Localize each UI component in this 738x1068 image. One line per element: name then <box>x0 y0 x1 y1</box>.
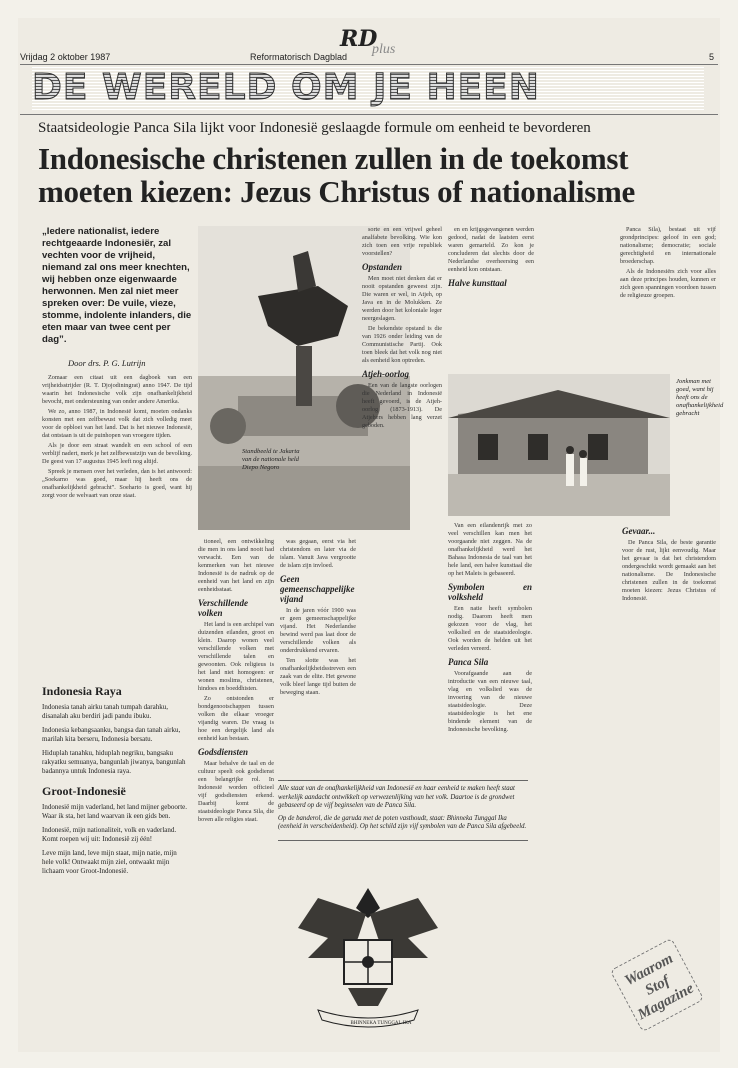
column-3 <box>280 538 356 774</box>
translation-stanza: Leve mijn land, leve mijn staat, mijn natie, mijn hele volk! Ontwaakt mijn ziel, ontwaakt mijn lichaam voor Groot-Indonesië. <box>42 849 177 875</box>
translation-stanza: Indonesië mijn vaderland, het land mijner geboorte. Waar ik sta, het land waarvan ik een gids ben. <box>42 803 188 820</box>
intro-quote: „Iedere nationalist, iedere rechtgeaarde Indonesiër, zal vechten voor de vrijheid, niemand zal ons meer knechten, wij hebben onze eigenwaarde herwonnen. Men zal niet meer spreken over: De vuile, vieze, stomme, indolente inlanders, die eten maar van twee cent per dag”. <box>42 226 192 345</box>
paragraph: Zomaar een citaat uit een dagboek van een vrijheidsstrijder (R. T. Djojodiningrat) anno 1947. De tijd waarin het Indonesische volk zijn onafhankelijkheid bevocht, met ondersteuning van onder andere Amerika. <box>42 374 192 405</box>
anthem-stanza: Hiduplah tanahku, hiduplah negriku, bangsaku rakyatku semuanya, bangunlah jiwanya, bangunlah badannya untuk Indonesia raya. <box>42 749 186 775</box>
anthem-box <box>42 684 190 881</box>
subhead: Verschillende volken <box>198 598 249 618</box>
translation-title: Groot-Indonesië <box>42 784 126 798</box>
paragraph: Een van de langste oorlogen die Nederland in Indonesië heeft gevoerd, is de Atjeh-oorlog (1873-1913). De Atjehers hebben lang verzet geboden. <box>362 382 442 429</box>
column-4 <box>362 226 442 774</box>
school-caption: Jonkman met goed, want hij heeft ons de onafhankelijkheid gebracht <box>676 378 724 417</box>
anthem-stanza: Indonesia tanah airku tanah tumpah darahku, disanalah aku berdiri jadi pandu ibuku. <box>42 703 168 720</box>
paragraph: Een natie heeft symbolen nodig. Daarom heeft men gekozen voor de vlag, het volkslied en de staatsideologie. Ook worden de helden uit het verleden vereerd. <box>448 605 532 652</box>
pull-quote <box>278 780 528 841</box>
column-6 <box>622 522 716 942</box>
paper-name: Reformatorisch Dagblad <box>250 52 348 62</box>
subhead: Geen gemeenschappelijke vijand <box>280 574 355 604</box>
paragraph: Ten slotte was het onafhankelijkheidsstreven een zaak van de elite. Het gewone volk bleef lange tijd buiten de beweging staan. <box>280 657 356 696</box>
header-rule <box>20 64 718 65</box>
statue-caption: Standbeeld te Jakarta van de nationale held Diepo Negoro <box>242 448 300 471</box>
subhead: Godsdiensten <box>198 747 249 757</box>
anthem-title: Indonesia Raya <box>42 684 122 698</box>
newspaper-page <box>18 18 724 1052</box>
issue-date: Vrijdag 2 oktober 1987 <box>20 52 111 62</box>
byline: Door drs. P. G. Lutrijn <box>68 358 146 368</box>
subhead: Opstanden <box>362 262 403 272</box>
translation-stanza: Indonesië, mijn nationaliteit, volk en vaderland. Komt roepen wij uit: Indonesië zij één! <box>42 826 177 843</box>
headline: Indonesische christenen zullen in de toekomst moeten kiezen: Jezus Christus of nationalisme <box>38 141 635 209</box>
subhead: Panca Sila <box>448 657 489 667</box>
paragraph: Voorafgaande aan de introductie van een nieuwe taal, vlag en volkslied was de invoering van de nieuwe staatsideologie. Deze staatsideologie is het ene bindende element van de Indonesische bevolking. <box>448 670 532 733</box>
kicker: Staatsideologie Panca Sila lijkt voor Indonesië geslaagde formule om eenheid te bevorderen <box>38 120 591 136</box>
subhead: Halve kunsttaal <box>448 278 507 288</box>
column-5-top <box>448 226 534 366</box>
paragraph: De Panca Sila, de beste garantie voor de rust, lijkt eenvoudig. Maar het gevaar is dat het christendom ondergeschikt wordt gemaakt aan het nationalisme. De Indonesische christenen zullen in de toekomst moeten kiezen: Jezus Christus of Indonesië. <box>622 539 716 602</box>
paragraph: Spreek je mensen over het verleden, dan is het antwoord: „Soekarno was goed, maar hij heeft ons de onafhankelijkheid gebracht”. Soeharto is goed, want hij zorgt voor de welvaart van onze staat. <box>42 468 192 499</box>
paragraph: De bekendste opstand is die van 1926 onder leiding van de Communistische Partij. Ook toen bleek dat het volk nog niet als eenheid kon optreden. <box>362 325 442 364</box>
quote-paragraph: Op de banderol, die de garuda met de poten vasthoudt, staat: Bhinneka Tunggal Ika (eenheid in verscheidenheid). Op het schild zijn vijf symbolen van de Panca Sila afgebeeld. <box>278 814 527 830</box>
paragraph: Als de Indonesiërs zich voor alles aan deze principes houden, kunnen er zich geen spanningen voordoen tussen de religieuze groepen. <box>620 268 716 299</box>
garuda-emblem <box>288 878 448 1030</box>
paragraph: Panca Sila), bestaat uit vijf grondprincipes: geloof in een god; nationalisme; democratie; sociale gerechtigheid en internationale broederschap. <box>620 226 716 265</box>
column-2 <box>198 538 274 1028</box>
paragraph: Van een eilandenrijk met zo veel verschillen kan men het voorgaande niet zeggen. Na de onafhankelijkheid werd het Bahasa Indonesia de taal van het hele land, een halve kunsttaal die op het Maleis is gebaseerd. <box>448 522 532 577</box>
column-6-top <box>620 226 716 366</box>
paragraph: In de jaren vóór 1900 was er geen gemeenschappelijke vijand. Het Nederlandse bewind werd pas laat door de verschillende volken als onderdrukkend ervaren. <box>280 607 356 654</box>
subhead: Atjeh-oorlog <box>362 369 410 379</box>
banner-rule <box>20 114 718 115</box>
anthem-stanza: Indonesia kebangsaanku, bangsa dan tanah airku, marilah kita berseru, Indonesia bersatu. <box>42 726 181 743</box>
page-number: 5 <box>708 52 714 62</box>
paragraph: We zo, anno 1987, in Indonesië komt, moeten ondanks konsten met een zelfbewust volk dat zich volledig meet voor de opbloei van het land. Dat is het nieuwe Indonesië, dat ontstaan is uit de puinhopen van vroegere tijden. <box>42 408 192 439</box>
subhead: Symbolen en volksheld <box>448 582 532 602</box>
subhead: Gevaar... <box>622 526 656 536</box>
rd-plus-logo: RD plus <box>340 26 396 57</box>
paragraph: Zo ontstonden er bondgenootschappen tussen volken die elkaar vroeger vijandig waren. De vraag is hoe een dergelijk land als eenheid kan bestaan. <box>198 695 274 742</box>
paragraph: was gegaan, eerst via het christendom en later via de islam. Vanuit Java vergrootte de islam zijn invloed. <box>280 538 356 569</box>
paragraph: sorte en een vrijwel geheel analfabete bevolking. Wie kon zich toen een vrije republiek voorstellen? <box>362 226 442 257</box>
paragraph: en en krijgsgevangenen werden gedood, nadat de laatsten eerst waren gemarteld. Zo kon je concluderen dat slechts door de Nederlandse overheersing een eenheid kon ontstaan. <box>448 226 534 273</box>
paragraph: Men moet niet denken dat er nooit opstanden geweest zijn. Die waren er wel, in Atjeh, op Java en in de Molukken. Ze werden door het koloniale leger neergeslagen. <box>362 275 442 322</box>
paragraph: Als je door een straat wandelt en een school of een verblijf nadert, merk je het zelfbewustzijn van de bevolking. De geest van 17 augustus 1945 leeft nog altijd. <box>42 442 192 465</box>
quote-paragraph: Alle staat van de onafhankelijkheid van Indonesië en haar eenheid te maken heeft staat werkelijk aandacht ontwikkelt op verwezenlijking van het volk. Daartoe is de grondwet gebaseerd op de vijf beginselen van de Panca Sila. <box>278 785 515 809</box>
emblem-motto: BHINNEKA TUNGGAL IKA <box>350 1021 412 1026</box>
section-banner: DE WERELD OM JE HEEN <box>32 66 704 110</box>
paragraph: tioneel, een ontwikkeling die men in ons land nooit had verwacht. Een van de kenmerken van het nieuwe Indonesië is de nadruk op de eenheid van het land en zijn eenheidsstaat. <box>198 538 274 593</box>
paragraph: Het land is een archipel van duizenden eilanden, groot en klein. Daarop wonen veel verschillende volken met verschillende talen en gewoonten. Ook religieus is het land niet homogeen: er wonen moslims, christenen, hindoes en boeddhisten. <box>198 621 274 692</box>
column-5 <box>448 522 532 1022</box>
column-1 <box>42 374 192 674</box>
magazine-stamp: Waarom Stof Magazine <box>610 938 705 1033</box>
paragraph: Maar behalve de taal en de cultuur speelt ook godsdienst een belangrijke rol. In Indonesië worden officieel vijf godsdiensten erkend. Daarbij komt de staatsideologie Panca Sila, die boven alle religies staat. <box>198 760 274 823</box>
school-photo <box>448 374 670 516</box>
